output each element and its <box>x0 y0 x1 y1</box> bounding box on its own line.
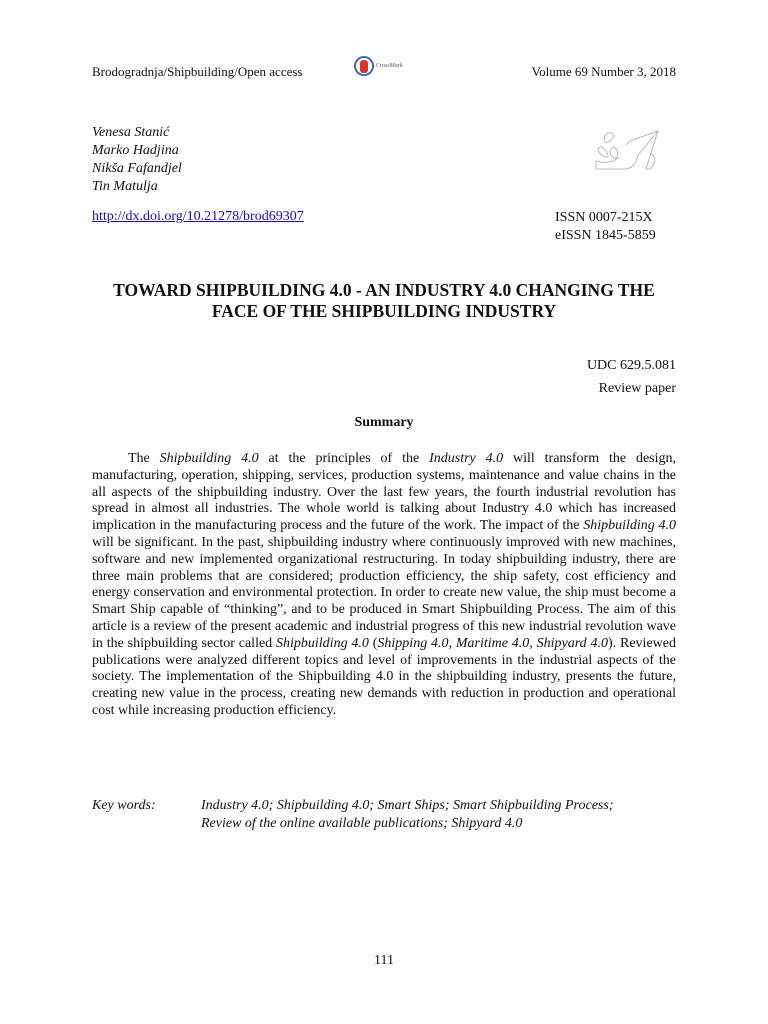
abstract-text: ( <box>368 635 378 651</box>
abstract-text: will transform the design, manufacturing, operation, shipping, services, production systems, maintenance and value chains in the all aspects of the shipbuilding industry. Over the last few years, the fourth industrial revolution has spread in almost all industries. The whole world is talking about Industry 4.0 which has increased implication in the manufacturing process and the future of the work. The impact of the <box>92 451 677 534</box>
keywords-list <box>201 797 681 833</box>
abstract-text: ). Reviewed publications were analyzed different topics and level of improvements in the industrial aspects of the society. The implementation of the Shipbuilding 4.0 in the shipbuilding industry, presents the future, creating new value in the process, creating new demands with reduction in production and operational cost while increasing production efficiency. <box>92 635 676 718</box>
abstract-paragraph <box>92 451 676 720</box>
doi-link[interactable]: http://dx.doi.org/10.21278/brod69307 <box>92 209 304 224</box>
abstract-text: at the principles of the <box>258 451 430 466</box>
abstract-emphasis: Industry 4.0 <box>429 451 504 466</box>
crossmark-icon <box>354 55 374 77</box>
crossmark-badge[interactable] <box>354 55 403 77</box>
summary-heading: Summary <box>354 415 414 430</box>
paper-type: Review paper <box>598 381 676 396</box>
abstract-emphasis: Shipbuilding 4.0 <box>583 518 676 534</box>
classification-block <box>587 354 676 400</box>
journal-logo <box>590 125 662 182</box>
crossmark-label: CrossMark <box>376 63 403 69</box>
keywords-line: Industry 4.0; Shipbuilding 4.0; Smart Ships; Smart Shipbuilding Process; <box>201 798 614 813</box>
issn: ISSN 0007-215X <box>555 210 653 225</box>
author: Marko Hadjina <box>92 143 179 158</box>
author: Venesa Stanić <box>92 125 170 140</box>
ship-propeller-logo-icon <box>590 125 662 177</box>
abstract-text: will be significant. In the past, shipbuilding industry where continuously improved with new machines, software and new implemented organizational restructuring. In today shipbuilding industry, there are three main problems that are considered; production efficiency, the ship safety, cost efficiency and energy conservation and environmental protection. In order to create new value, the ship must become a Smart Ship capable of “thinking”, and to be produced in Smart Shipbuilding Process. The aim of this article is a review of the present academic and industrial progress of this new industrial revolution wave in the shipbuilding sector called <box>92 534 676 651</box>
author: Tin Matulja <box>92 179 158 194</box>
keywords-line: Review of the online available publications; Shipyard 4.0 <box>201 816 523 831</box>
abstract <box>92 451 676 720</box>
eissn: eISSN 1845-5859 <box>555 228 656 243</box>
issn-block <box>555 209 656 245</box>
udc-code: UDC 629.5.081 <box>586 358 676 373</box>
abstract-text: The <box>128 451 160 466</box>
paper-title: TOWARD SHIPBUILDING 4.0 - AN INDUSTRY 4.0 CHANGING THE FACE OF THE SHIPBUILDING INDUSTRY <box>113 280 655 321</box>
page-number: 111 <box>374 953 394 968</box>
abstract-emphasis: Shipbuilding 4.0 <box>276 635 369 651</box>
abstract-emphasis: Shipping 4.0, Maritime 4.0, Shipyard 4.0 <box>377 635 609 651</box>
author: Nikša Fafandjel <box>92 161 182 176</box>
abstract-emphasis: Shipbuilding 4.0 <box>159 451 259 466</box>
journal-name: Brodogradnja/Shipbuilding/Open access <box>92 64 303 79</box>
volume-info: Volume 69 Number 3, 2018 <box>531 64 676 79</box>
author-list <box>92 124 182 196</box>
keywords-label: Key words: <box>92 798 156 813</box>
